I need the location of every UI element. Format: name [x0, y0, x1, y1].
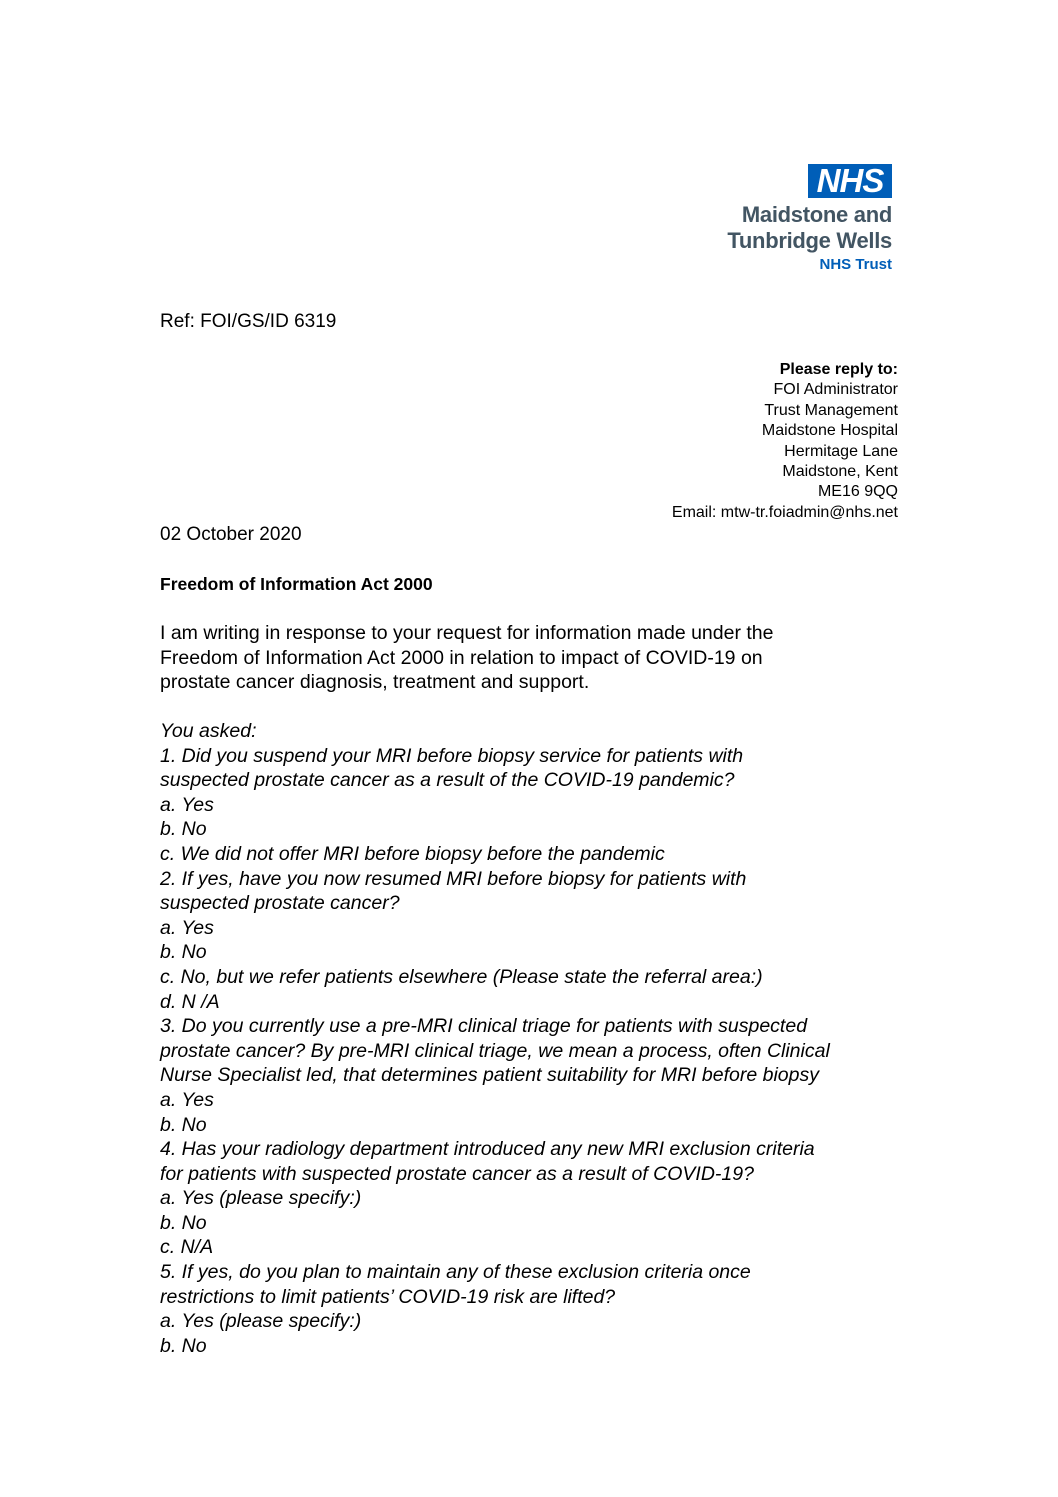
address-line: Maidstone Hospital	[761, 422, 898, 440]
answer-option: a. Yes	[160, 916, 214, 939]
intro-paragraph	[160, 621, 920, 695]
question-line: suspected prostate cancer as a result of the COVID-19 pandemic?	[160, 769, 735, 792]
answer-option: b. No	[160, 1334, 207, 1357]
question-line: prostate cancer? By pre-MRI clinical triage, we mean a process, often Clinical	[160, 1039, 830, 1062]
email-line: Email: mtw-tr.foiadmin@nhs.net	[671, 503, 898, 521]
answer-option: a. Yes (please specify:)	[160, 1310, 362, 1333]
address-line: ME16 9QQ	[817, 483, 898, 501]
question-line: 4. Has your radiology department introduced any new MRI exclusion criteria	[160, 1138, 815, 1161]
question-line: 5. If yes, do you plan to maintain any of these exclusion criteria once	[160, 1261, 751, 1284]
question-line: 3. Do you currently use a pre-MRI clinical triage for patients with suspected	[160, 1015, 808, 1038]
org-name-trust: NHS Trust	[819, 256, 892, 273]
answer-option: c. We did not offer MRI before biopsy before the pandemic	[160, 842, 665, 865]
org-name-line-1: Maidstone and	[741, 202, 892, 227]
answer-option: a. Yes	[160, 793, 214, 816]
act-title: Freedom of Information Act 2000	[160, 574, 433, 594]
address-line: FOI Administrator	[773, 381, 898, 399]
address-line: Maidstone, Kent	[782, 463, 898, 481]
reference-number: Ref: FOI/GS/ID 6319	[160, 311, 337, 332]
nhs-badge: NHS	[808, 164, 892, 198]
reply-address	[672, 360, 898, 523]
question-line: Nurse Specialist led, that determines patient suitability for MRI before biopsy	[160, 1064, 819, 1087]
reply-heading: Please reply to:	[779, 361, 898, 378]
answer-option: b. No	[160, 1211, 207, 1234]
nhs-trust-logo	[690, 160, 900, 276]
address-line: Trust Management	[764, 401, 898, 419]
answer-option: d. N /A	[160, 990, 220, 1013]
answer-option: b. No	[160, 1113, 207, 1136]
question-line: for patients with suspected prostate cancer as a result of COVID-19?	[160, 1162, 754, 1185]
answer-option: b. No	[160, 818, 207, 841]
question-line: 2. If yes, have you now resumed MRI before biopsy for patients with	[160, 867, 747, 890]
answer-option: c. N/A	[160, 1236, 214, 1259]
letter-date: 02 October 2020	[160, 524, 302, 545]
question-line: You asked:	[160, 720, 257, 742]
answer-option: a. Yes (please specify:)	[160, 1187, 362, 1210]
answer-option: a. Yes	[160, 1088, 214, 1111]
question-line: restrictions to limit patients’ COVID-19 risk are lifted?	[160, 1285, 616, 1308]
answer-option: b. No	[160, 941, 207, 964]
question-line: 1. Did you suspend your MRI before biopsy service for patients with	[160, 744, 744, 767]
address-line: Hermitage Lane	[784, 442, 898, 460]
intro-line: prostate cancer diagnosis, treatment and support.	[160, 671, 590, 693]
org-name-line-2: Tunbridge Wells	[727, 228, 892, 253]
intro-line: Freedom of Information Act 2000 in relation to impact of COVID-19 on	[160, 646, 763, 669]
intro-line: I am writing in response to your request for information made under the	[160, 622, 774, 644]
question-line: suspected prostate cancer?	[160, 892, 400, 915]
answer-option: c. No, but we refer patients elsewhere (Please state the referral area:)	[160, 965, 763, 988]
questions-list	[160, 719, 920, 1358]
